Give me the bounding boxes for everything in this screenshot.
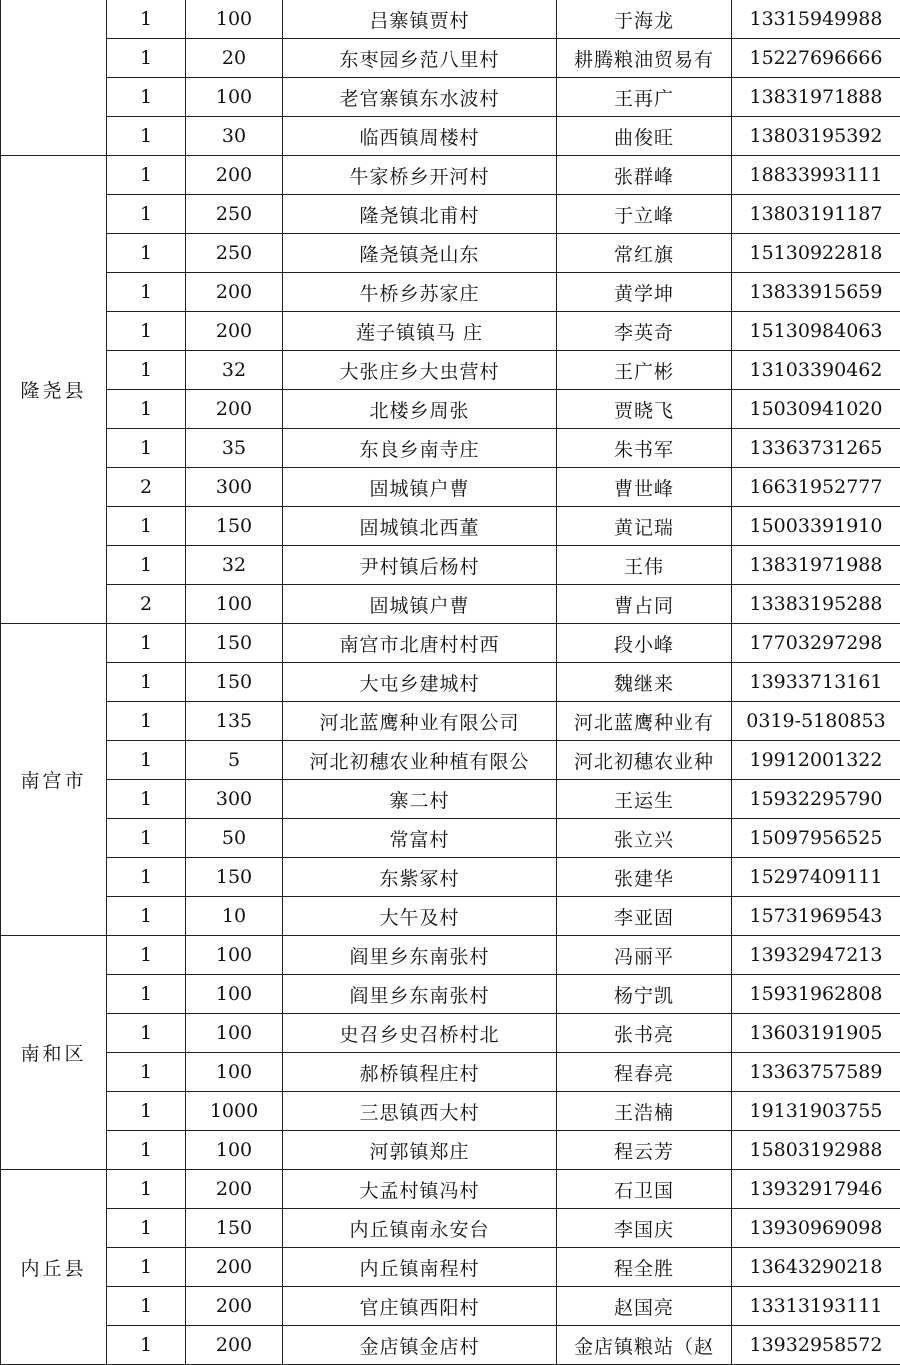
address-cell: 史召乡史召桥村北 (283, 1014, 557, 1053)
count-cell: 1 (107, 1248, 186, 1287)
quantity-cell: 200 (186, 1326, 283, 1365)
phone-cell: 13363757589 (732, 1053, 900, 1092)
table-row (1, 312, 900, 351)
phone-cell: 13933713161 (732, 663, 900, 702)
address-cell: 牛家桥乡开河村 (283, 156, 557, 195)
contact-cell: 李英奇 (557, 312, 732, 351)
count-cell: 1 (107, 117, 186, 156)
county-cell: 隆尧县 (1, 156, 107, 624)
phone-cell: 13383195288 (732, 585, 900, 624)
quantity-cell: 150 (186, 858, 283, 897)
contact-cell: 李亚固 (557, 897, 732, 936)
table-row (1, 975, 900, 1014)
contact-cell: 河北初穗农业种 (557, 741, 732, 780)
quantity-cell: 250 (186, 195, 283, 234)
contact-cell: 于立峰 (557, 195, 732, 234)
phone-cell: 15932295790 (732, 780, 900, 819)
phone-cell: 15931962808 (732, 975, 900, 1014)
count-cell: 1 (107, 0, 186, 39)
count-cell: 1 (107, 1287, 186, 1326)
quantity-cell: 200 (186, 1170, 283, 1209)
contact-cell: 程春亮 (557, 1053, 732, 1092)
count-cell: 1 (107, 234, 186, 273)
address-cell: 大孟村镇冯村 (283, 1170, 557, 1209)
quantity-cell: 10 (186, 897, 283, 936)
address-cell: 南宫市北唐村村西 (283, 624, 557, 663)
address-cell: 常富村 (283, 819, 557, 858)
count-cell: 1 (107, 39, 186, 78)
phone-cell: 13803191187 (732, 195, 900, 234)
table-row (1, 1209, 900, 1248)
quantity-cell: 200 (186, 1287, 283, 1326)
address-cell: 大午及村 (283, 897, 557, 936)
quantity-cell: 250 (186, 234, 283, 273)
phone-cell: 15130922818 (732, 234, 900, 273)
quantity-cell: 35 (186, 429, 283, 468)
count-cell: 1 (107, 78, 186, 117)
contact-cell: 河北蓝鹰种业有 (557, 702, 732, 741)
quantity-cell: 5 (186, 741, 283, 780)
contact-cell: 王运生 (557, 780, 732, 819)
table-row (1, 546, 900, 585)
quantity-cell: 100 (186, 1014, 283, 1053)
phone-cell: 17703297298 (732, 624, 900, 663)
table-row (1, 429, 900, 468)
address-cell: 固城镇户曹 (283, 468, 557, 507)
phone-cell: 13831971888 (732, 78, 900, 117)
phone-cell: 15803192988 (732, 1131, 900, 1170)
phone-cell: 16631952777 (732, 468, 900, 507)
count-cell: 1 (107, 1209, 186, 1248)
count-cell: 1 (107, 1326, 186, 1365)
count-cell: 1 (107, 546, 186, 585)
count-cell: 1 (107, 1170, 186, 1209)
address-cell: 北楼乡周张 (283, 390, 557, 429)
phone-cell: 18833993111 (732, 156, 900, 195)
contact-cell: 金店镇粮站（赵 (557, 1326, 732, 1365)
count-cell: 1 (107, 273, 186, 312)
phone-cell: 13803195392 (732, 117, 900, 156)
contact-cell: 贾晓飞 (557, 390, 732, 429)
phone-cell: 15130984063 (732, 312, 900, 351)
address-cell: 寨二村 (283, 780, 557, 819)
phone-cell: 15030941020 (732, 390, 900, 429)
phone-cell: 13603191905 (732, 1014, 900, 1053)
contact-cell: 王伟 (557, 546, 732, 585)
phone-cell: 15003391910 (732, 507, 900, 546)
count-cell: 1 (107, 507, 186, 546)
table-row (1, 234, 900, 273)
address-cell: 临西镇周楼村 (283, 117, 557, 156)
table-row (1, 468, 900, 507)
quantity-cell: 32 (186, 351, 283, 390)
table-row (1, 273, 900, 312)
contact-cell: 张书亮 (557, 1014, 732, 1053)
phone-cell: 13315949988 (732, 0, 900, 39)
contact-cell: 赵国亮 (557, 1287, 732, 1326)
phone-cell: 13363731265 (732, 429, 900, 468)
contact-cell: 杨宁凯 (557, 975, 732, 1014)
contact-cell: 朱书军 (557, 429, 732, 468)
contact-cell: 于海龙 (557, 0, 732, 39)
quantity-cell: 100 (186, 0, 283, 39)
county-cell: 南宫市 (1, 624, 107, 936)
address-cell: 内丘镇南永安台 (283, 1209, 557, 1248)
table-row (1, 78, 900, 117)
phone-cell: 13930969098 (732, 1209, 900, 1248)
quantity-cell: 200 (186, 156, 283, 195)
phone-cell: 13643290218 (732, 1248, 900, 1287)
phone-cell: 15227696666 (732, 39, 900, 78)
contact-cell: 常红旗 (557, 234, 732, 273)
table-row (1, 858, 900, 897)
quantity-cell: 100 (186, 936, 283, 975)
quantity-cell: 200 (186, 273, 283, 312)
table-row (1, 1248, 900, 1287)
address-cell: 吕寨镇贾村 (283, 0, 557, 39)
quantity-cell: 100 (186, 78, 283, 117)
count-cell: 2 (107, 468, 186, 507)
address-cell: 郝桥镇程庄村 (283, 1053, 557, 1092)
count-cell: 1 (107, 780, 186, 819)
count-cell: 1 (107, 624, 186, 663)
count-cell: 1 (107, 351, 186, 390)
count-cell: 1 (107, 741, 186, 780)
address-cell: 东良乡南寺庄 (283, 429, 557, 468)
phone-cell: 13831971988 (732, 546, 900, 585)
table-row (1, 390, 900, 429)
table-row (1, 1053, 900, 1092)
count-cell: 1 (107, 975, 186, 1014)
quantity-cell: 1000 (186, 1092, 283, 1131)
count-cell: 1 (107, 936, 186, 975)
count-cell: 1 (107, 1053, 186, 1092)
address-cell: 隆尧镇北甫村 (283, 195, 557, 234)
county-cell (1, 0, 107, 156)
phone-cell: 13932917946 (732, 1170, 900, 1209)
phone-cell: 13932958572 (732, 1326, 900, 1365)
table-row (1, 156, 900, 195)
table-row (1, 624, 900, 663)
address-cell: 东紫冢村 (283, 858, 557, 897)
contact-cell: 曲俊旺 (557, 117, 732, 156)
phone-cell: 13833915659 (732, 273, 900, 312)
quantity-cell: 150 (186, 624, 283, 663)
count-cell: 1 (107, 858, 186, 897)
count-cell: 1 (107, 663, 186, 702)
table-row (1, 741, 900, 780)
count-cell: 1 (107, 897, 186, 936)
contact-cell: 王浩楠 (557, 1092, 732, 1131)
table-row (1, 1326, 900, 1365)
quantity-cell: 150 (186, 507, 283, 546)
address-cell: 莲子镇镇马 庄 (283, 312, 557, 351)
quantity-cell: 100 (186, 1131, 283, 1170)
quantity-cell: 50 (186, 819, 283, 858)
phone-cell: 13932947213 (732, 936, 900, 975)
count-cell: 1 (107, 1014, 186, 1053)
quantity-cell: 300 (186, 780, 283, 819)
table-row (1, 195, 900, 234)
address-cell: 大张庄乡大虫营村 (283, 351, 557, 390)
count-cell: 2 (107, 585, 186, 624)
table-row (1, 1014, 900, 1053)
phone-cell: 15097956525 (732, 819, 900, 858)
quantity-cell: 20 (186, 39, 283, 78)
contact-cell: 冯丽平 (557, 936, 732, 975)
county-cell: 南和区 (1, 936, 107, 1170)
address-cell: 阎里乡东南张村 (283, 975, 557, 1014)
contact-cell: 黄记瑞 (557, 507, 732, 546)
quantity-cell: 100 (186, 1053, 283, 1092)
address-cell: 内丘镇南程村 (283, 1248, 557, 1287)
table-row (1, 819, 900, 858)
county-cell: 内丘县 (1, 1170, 107, 1365)
count-cell: 1 (107, 1092, 186, 1131)
quantity-cell: 30 (186, 117, 283, 156)
count-cell: 1 (107, 390, 186, 429)
table-row (1, 351, 900, 390)
count-cell: 1 (107, 195, 186, 234)
table-row (1, 1170, 900, 1209)
phone-cell: 19131903755 (732, 1092, 900, 1131)
contact-cell: 程全胜 (557, 1248, 732, 1287)
table-row (1, 0, 900, 39)
address-cell: 河北蓝鹰种业有限公司 (283, 702, 557, 741)
count-cell: 1 (107, 312, 186, 351)
contact-cell: 王广彬 (557, 351, 732, 390)
phone-cell: 13103390462 (732, 351, 900, 390)
table-row (1, 663, 900, 702)
quantity-cell: 200 (186, 312, 283, 351)
address-cell: 牛桥乡苏家庄 (283, 273, 557, 312)
table-row (1, 1287, 900, 1326)
contact-cell: 张群峰 (557, 156, 732, 195)
table-row (1, 507, 900, 546)
table-body (1, 0, 900, 1365)
contact-cell: 张立兴 (557, 819, 732, 858)
table-row (1, 897, 900, 936)
phone-cell: 15731969543 (732, 897, 900, 936)
address-cell: 尹村镇后杨村 (283, 546, 557, 585)
count-cell: 1 (107, 429, 186, 468)
contact-cell: 黄学坤 (557, 273, 732, 312)
table-row (1, 117, 900, 156)
contact-cell: 张建华 (557, 858, 732, 897)
table-row (1, 39, 900, 78)
address-cell: 河北初穗农业种植有限公 (283, 741, 557, 780)
address-cell: 阎里乡东南张村 (283, 936, 557, 975)
quantity-cell: 150 (186, 663, 283, 702)
quantity-cell: 100 (186, 585, 283, 624)
address-cell: 大屯乡建城村 (283, 663, 557, 702)
table-row (1, 1092, 900, 1131)
contact-cell: 王再广 (557, 78, 732, 117)
address-cell: 官庄镇西阳村 (283, 1287, 557, 1326)
count-cell: 1 (107, 156, 186, 195)
address-cell: 东枣园乡范八里村 (283, 39, 557, 78)
contact-cell: 段小峰 (557, 624, 732, 663)
quantity-cell: 100 (186, 975, 283, 1014)
address-cell: 老官寨镇东水波村 (283, 78, 557, 117)
contact-cell: 李国庆 (557, 1209, 732, 1248)
quantity-cell: 150 (186, 1209, 283, 1248)
table-row (1, 780, 900, 819)
address-cell: 隆尧镇尧山东 (283, 234, 557, 273)
address-cell: 河郭镇郑庄 (283, 1131, 557, 1170)
table-row (1, 936, 900, 975)
count-cell: 1 (107, 819, 186, 858)
table-row (1, 1131, 900, 1170)
table-row (1, 702, 900, 741)
contact-cell: 魏继来 (557, 663, 732, 702)
quantity-cell: 32 (186, 546, 283, 585)
address-cell: 三思镇西大村 (283, 1092, 557, 1131)
quantity-cell: 300 (186, 468, 283, 507)
address-cell: 固城镇户曹 (283, 585, 557, 624)
table-row (1, 585, 900, 624)
contact-cell: 石卫国 (557, 1170, 732, 1209)
quantity-cell: 200 (186, 390, 283, 429)
phone-cell: 0319-5180853 (732, 702, 900, 741)
contact-cell: 曹世峰 (557, 468, 732, 507)
quantity-cell: 135 (186, 702, 283, 741)
count-cell: 1 (107, 702, 186, 741)
address-cell: 固城镇北西董 (283, 507, 557, 546)
contact-cell: 程云芳 (557, 1131, 732, 1170)
quantity-cell: 200 (186, 1248, 283, 1287)
contact-cell: 曹占同 (557, 585, 732, 624)
contact-cell: 耕腾粮油贸易有 (557, 39, 732, 78)
phone-cell: 13313193111 (732, 1287, 900, 1326)
phone-cell: 15297409111 (732, 858, 900, 897)
phone-cell: 19912001322 (732, 741, 900, 780)
count-cell: 1 (107, 1131, 186, 1170)
address-cell: 金店镇金店村 (283, 1326, 557, 1365)
